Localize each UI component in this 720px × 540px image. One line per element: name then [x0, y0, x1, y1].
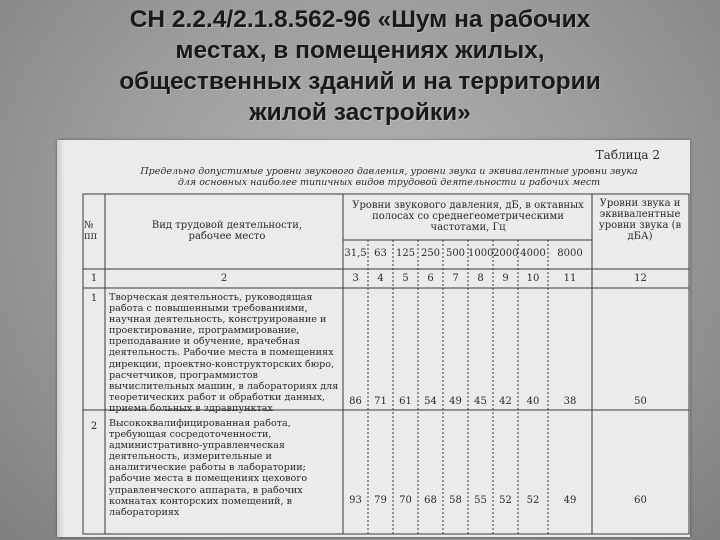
index-cell: 11 — [563, 273, 577, 284]
row-value: 40 — [526, 396, 540, 407]
freq-label: 2000 — [493, 248, 519, 259]
row-value: 70 — [399, 495, 412, 506]
title-line: местах, в помещениях жилых, — [175, 37, 545, 64]
index-cell: 2 — [220, 273, 228, 284]
freq-label: 31,5 — [344, 248, 367, 259]
freq-label: 4000 — [520, 248, 546, 259]
header-no: № пп — [84, 220, 98, 242]
title-line: общественных зданий и на территории — [119, 68, 601, 95]
index-cell: 5 — [402, 273, 409, 284]
row-value: 49 — [563, 495, 577, 506]
title-line: жилой застройки» — [249, 99, 471, 126]
row-value: 38 — [563, 396, 577, 407]
row-number: 1 — [90, 293, 98, 304]
row-value: 52 — [526, 495, 540, 506]
index-cell: 6 — [427, 273, 434, 284]
row-value: 52 — [499, 495, 512, 506]
header-pressure: Уровни звукового давления, дБ, в октавных полосах со среднегеометрическими частотами, Гц — [352, 200, 584, 233]
row-value: 68 — [424, 495, 437, 506]
title-line: СН 2.2.4/2.1.8.562-96 «Шум на рабочих — [129, 6, 591, 33]
row-value: 71 — [374, 396, 387, 407]
row-value: 79 — [374, 495, 387, 506]
row-number: 2 — [90, 421, 98, 432]
freq-label: 8000 — [557, 248, 583, 259]
index-cell: 9 — [502, 273, 509, 284]
header-activity: Вид трудовой деятельности, рабочее место — [151, 220, 303, 242]
table-label: Таблица 2 — [595, 148, 660, 162]
row-value: 93 — [349, 495, 362, 506]
index-cell: 4 — [377, 273, 384, 284]
row-level: 60 — [634, 495, 647, 506]
caption-line: для основных наиболее типичных видов трудовой деятельности и рабочих мест — [177, 177, 601, 188]
slide-title — [40, 4, 680, 128]
row-activity: Высококвалифицированная работа, требующая сосредоточенности, административно-управленческая деятельность, измерительные и аналитические работы в лаборатории; рабочие места в помещениях цехового управленческого аппарата, в рабочих комнатах конторских помещений, в лабораториях — [109, 418, 308, 518]
row-value: 61 — [399, 396, 412, 407]
scanned-table-image — [57, 140, 690, 537]
row-value: 86 — [349, 396, 362, 407]
freq-label: 250 — [420, 248, 441, 259]
row-value: 54 — [424, 396, 437, 407]
header-level: Уровни звука и эквивалентные уровни звука (в дБА) — [598, 198, 682, 242]
row-value: 42 — [499, 396, 512, 407]
freq-label: 500 — [445, 248, 466, 259]
index-cell: 7 — [452, 273, 459, 284]
freq-label: 63 — [374, 248, 387, 259]
index-cell: 3 — [352, 273, 359, 284]
index-cell: 8 — [477, 273, 484, 284]
row-level: 50 — [634, 396, 647, 407]
row-value: 49 — [449, 396, 462, 407]
row-value: 45 — [474, 396, 487, 407]
index-cell: 12 — [634, 273, 647, 284]
index-cell: 10 — [526, 273, 540, 284]
row-value: 55 — [474, 495, 487, 506]
index-cell: 1 — [90, 273, 98, 284]
caption-line: Предельно допустимые уровни звукового давления, уровни звука и эквивалентные уровни звука — [140, 166, 638, 177]
freq-label: 125 — [395, 248, 416, 259]
freq-label: 1000 — [468, 248, 494, 259]
row-value: 58 — [449, 495, 462, 506]
row-activity: Творческая деятельность, руководящая работа с повышенными требованиями, научная деятельность, конструирование и проектирование, программирование, преподавание и обучение, врачебная деятельность. Рабочие места в помещениях дирекции, проектно-конструкторских бюро, расчетчиков, программистов вычислительных машин, в лабораториях для теоретических работ и обработки данных, приема больных в здравпунктах — [109, 292, 339, 414]
